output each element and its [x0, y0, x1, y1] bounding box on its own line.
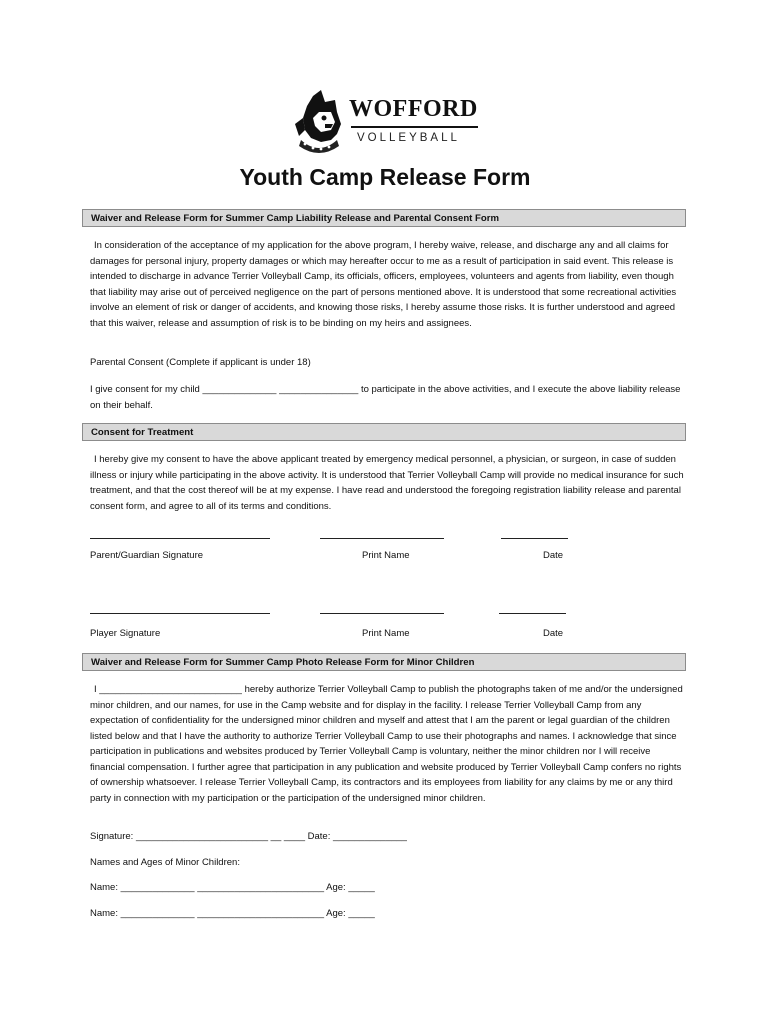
parent-print-name-label: Print Name	[362, 550, 410, 561]
parent-date-label: Date	[543, 550, 564, 561]
player-date-label: Date	[543, 628, 564, 639]
logo-divider	[351, 126, 478, 128]
player-signature-label: Player Signature	[90, 628, 161, 639]
logo-wordmark: WOFFORD	[349, 96, 478, 122]
parent-signature-label: Parent/Guardian Signature	[90, 550, 204, 561]
parent-date-field[interactable]	[501, 538, 568, 539]
logo-subtitle: VOLLEYBALL	[357, 132, 460, 144]
liability-paragraph	[90, 238, 686, 331]
player-print-name-field[interactable]	[320, 613, 444, 614]
photo-release-text: I ___________________________ hereby authorize Terrier Volleyball Camp to publish the photographs taken of me and/or the undersigned minor children, and our names, for use in the Camp website and for display in the facility. I release Terrier Volleyball Camp from any expectation of confidentiality for the undersigned minor children and myself and attest that I am the parent or legal guardian of the children listed below and that I have the authority to authorize Terrier Volleyball Camp to use their photographs and names. I acknowledge that since participation in publications and websites produced by Terrier Volleyball Camp is voluntary, neither the minor children nor I will receive financial compensation. I further agree that participation in any publication and website produced by Terrier Volleyball Camp confers no rights of ownership whatsoever. I release Terrier Volleyball Camp, its contractors and its employees from liability for any claims by me or any third party in connection with my participation or the participation of the undersigned minor children.	[90, 684, 683, 804]
section-header-photo-release: Waiver and Release Form for Summer Camp Photo Release Form for Minor Children	[82, 653, 686, 671]
player-date-field[interactable]	[499, 613, 566, 614]
wofford-volleyball-logo	[291, 90, 481, 156]
minor-child-name-line-2[interactable]: Name: ______________ ________________________ Age: _____	[90, 908, 375, 919]
section-header-treatment: Consent for Treatment	[82, 423, 686, 441]
treatment-text: I hereby give my consent to have the above applicant treated by emergency medical personnel, a physician, or surgeon, in case of sudden illness or injury while participating in the above activity. It is understood that Terrier Volleyball Camp will provide no medical insurance for such treatment, and that the cost thereof will be at my expense. I have read and understood the foregoing registration liability release and parental consent form, and agree to all of its terms and conditions.	[90, 454, 684, 512]
parent-signature-field[interactable]	[90, 538, 270, 539]
terrier-mascot-icon	[291, 90, 347, 156]
parental-consent-label: Parental Consent (Complete if applicant is under 18)	[90, 357, 311, 368]
consent-sentence[interactable]: I give consent for my child ______________ _______________ to participate in the above activities, and I execute the above liability release on their behalf.	[90, 384, 681, 411]
photo-release-paragraph	[90, 682, 686, 806]
section-header-liability: Waiver and Release Form for Summer Camp Liability Release and Parental Consent Form	[82, 209, 686, 227]
minor-children-label: Names and Ages of Minor Children:	[90, 857, 240, 868]
player-signature-field[interactable]	[90, 613, 270, 614]
player-print-name-label: Print Name	[362, 628, 410, 639]
minor-child-name-line-1[interactable]: Name: ______________ ________________________ Age: _____	[90, 882, 375, 893]
liability-text: In consideration of the acceptance of my application for the above program, I hereby waive, release, and discharge any and all claims for damages for personal injury, property damages or which may hereafter occur to me as a result of participation in said event. This release is intended to discharge in advance Terrier Volleyball Camp, its officials, officers, employees, volunteers and agents from liability, even though that liability may arise out of perceived negligence on the part of persons mentioned above. It is understood that some recreational activities involve an element of risk or danger of accidents, and knowing those risks, I hereby assume those risks. It is further understood and agreed that this waiver, release and assumption of risk is to be binding on my heirs and assignees.	[90, 240, 677, 329]
treatment-paragraph	[90, 452, 686, 514]
parent-print-name-field[interactable]	[320, 538, 444, 539]
photo-signature-line[interactable]: Signature: _________________________ __ ____ Date: ______________	[90, 831, 407, 842]
page-title: Youth Camp Release Form	[239, 164, 531, 190]
